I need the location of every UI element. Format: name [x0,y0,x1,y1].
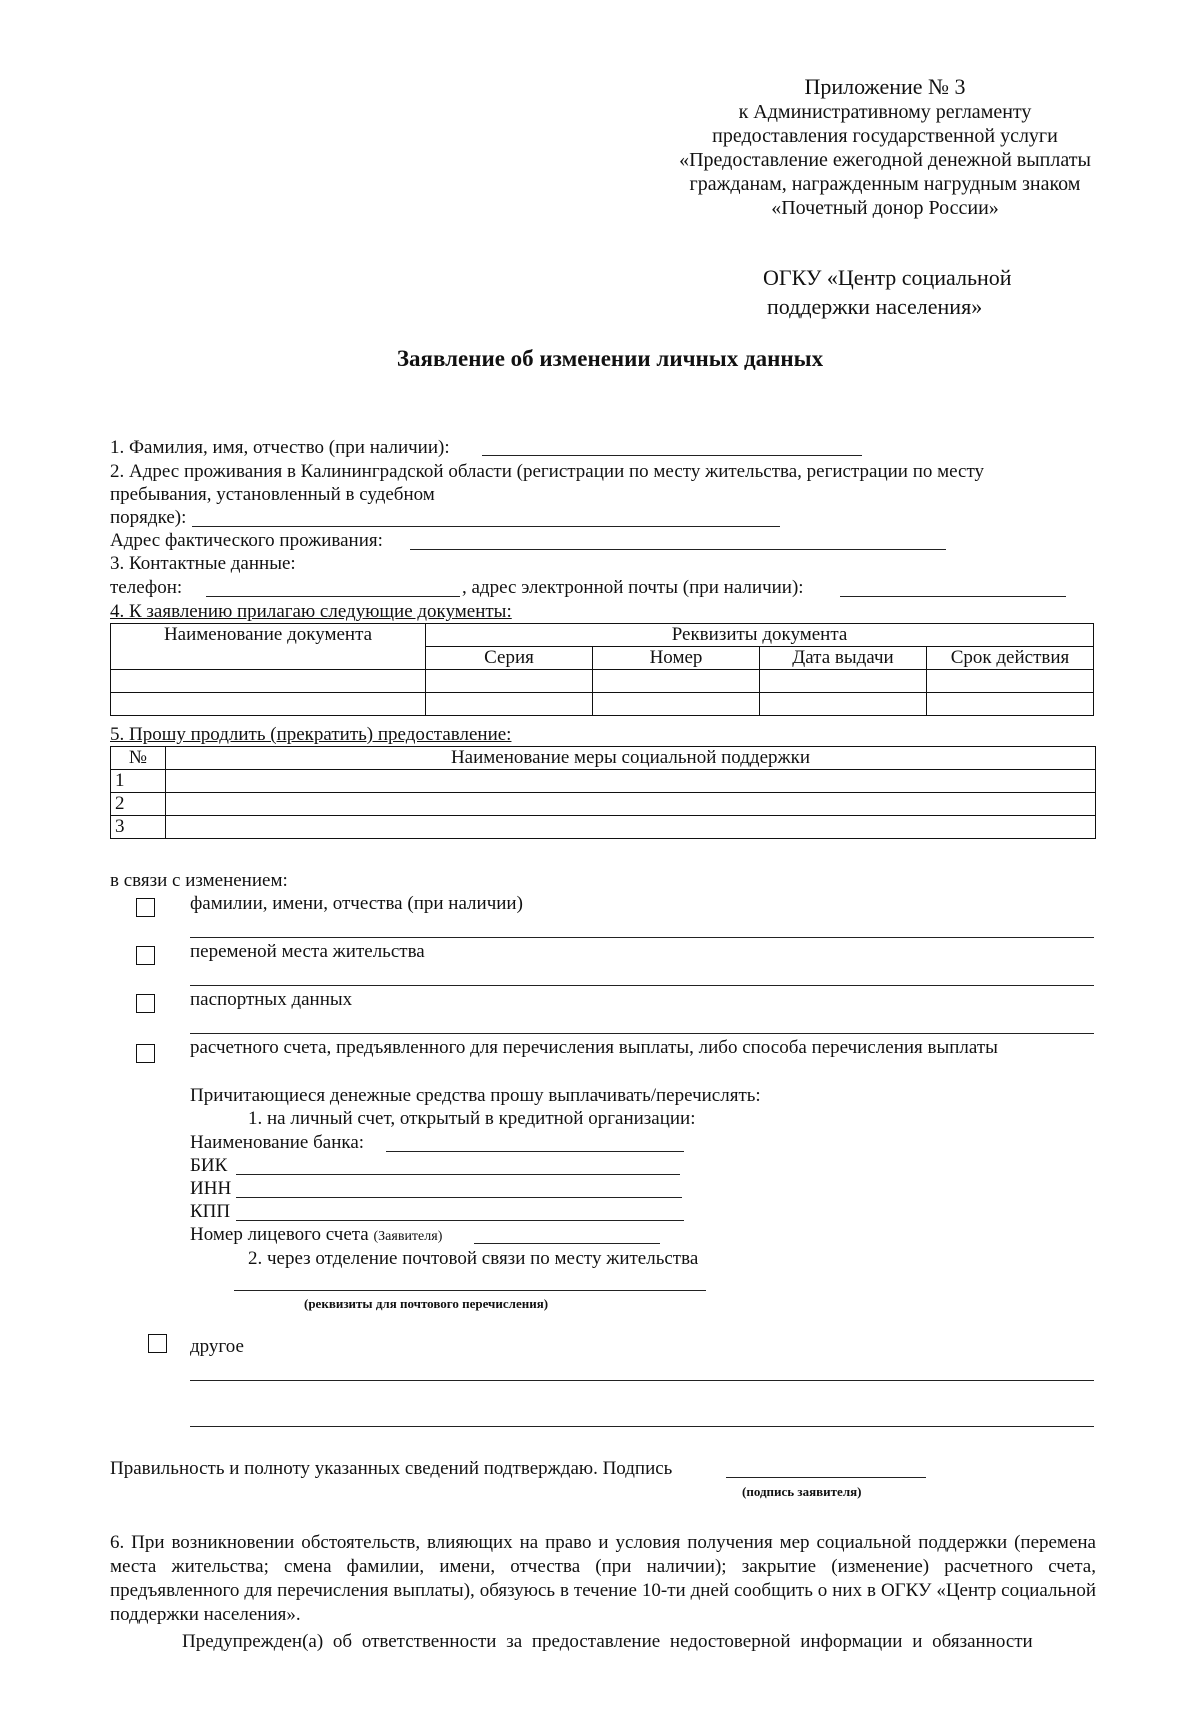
account-number-note: (Заявителя) [373,1229,443,1244]
warning-paragraph: Предупрежден(а) об ответственности за предоставление недостоверной информации и обязанности [182,1631,1033,1652]
payment-item-account: 1. на личный счет, открытый в кредитной организации: [248,1108,696,1129]
payment-item-postal: 2. через отделение почтовой связи по месту жительства [248,1248,699,1269]
signature-line[interactable] [726,1477,926,1478]
field-label-inn: ИНН [190,1178,232,1199]
measures-table [110,746,1096,839]
table-row [111,770,1096,793]
inn-input-line[interactable] [236,1197,682,1198]
addressee-line: ОГКУ «Центр социальной [763,265,1012,290]
checkbox-residence[interactable] [136,946,155,965]
documents-table [110,623,1094,716]
docs-col-issue-date: Дата выдачи [760,647,927,670]
field-label-bank: Наименование банка: [190,1132,365,1153]
postal-details-note: (реквизиты для почтового перечисления) [304,1296,549,1311]
appendix-line: к Административному регламенту [738,101,1032,123]
field-label-address-order: порядке): [110,507,187,528]
row-number: 2 [111,793,166,816]
payment-intro: Причитающиеся денежные средства прошу выплачивать/перечислять: [190,1085,761,1106]
field-label-bik: БИК [190,1155,228,1176]
actual-address-input-line[interactable] [410,549,946,550]
table-cell[interactable] [166,770,1096,793]
docs-col-series: Серия [426,647,593,670]
field-label-address: 2. Адрес проживания в Калининградской области (регистрации по месту жительства, регистрации по месту [110,461,985,482]
table-row [111,670,1094,693]
phone-input-line[interactable] [206,596,460,597]
field-label-kpp: КПП [190,1201,231,1222]
option-other-line-1[interactable] [190,1380,1094,1381]
table-cell[interactable] [927,670,1094,693]
signature-note: (подпись заявителя) [742,1484,862,1499]
checkbox-fio[interactable] [136,898,155,917]
option-fio-line[interactable] [190,937,1094,938]
row-number: 3 [111,816,166,839]
table-row [111,793,1096,816]
checkbox-account[interactable] [136,1044,155,1063]
table-cell[interactable] [111,670,426,693]
docs-col-number: Номер [593,647,760,670]
address-input-line[interactable] [192,526,780,527]
table-cell[interactable] [426,670,593,693]
table-cell[interactable] [111,693,426,716]
postal-details-line[interactable] [234,1290,706,1291]
table-cell[interactable] [426,693,593,716]
addressee-line: поддержки населения» [767,294,983,319]
table-cell[interactable] [927,693,1094,716]
docs-col-validity: Срок действия [927,647,1094,670]
addressee-block [763,263,1012,321]
option-residence-label: переменой места жительства [190,941,425,962]
appendix-line: «Почетный донор России» [771,197,999,219]
table-cell[interactable] [166,793,1096,816]
kpp-input-line[interactable] [236,1220,684,1221]
row-number: 1 [111,770,166,793]
table-cell[interactable] [760,693,927,716]
obligation-paragraph: 6. При возникновении обстоятельств, влияющих на право и условия получения мер социальной поддержки (перемена места жительства; смена фамилии, имени, отчества (при наличии); закрытие (изменение) расчетного счета, предъявленного для перечисления выплаты), обязуюсь в течение 10-ти дней сообщить о них в ОГКУ «Центр социальной поддержки населения». [110,1532,1096,1625]
appendix-block [600,73,1170,220]
option-residence-line[interactable] [190,985,1094,986]
field-label-account-number [190,1224,442,1248]
option-passport-line[interactable] [190,1033,1094,1034]
appendix-line: «Предоставление ежегодной денежной выплаты [679,149,1091,171]
appendix-line: гражданам, награжденным нагрудным знаком [689,173,1081,195]
field-label-contacts: 3. Контактные данные: [110,553,296,574]
option-other-label: другое [190,1336,244,1357]
fio-input-line[interactable] [482,455,862,456]
option-passport-label: паспортных данных [190,989,353,1010]
field-label-documents: 4. К заявлению прилагаю следующие документы: [110,601,512,622]
bik-input-line[interactable] [236,1174,680,1175]
page-title: Заявление об изменении личных данных [396,346,824,371]
table-row [111,816,1096,839]
measures-col-no: № [111,747,166,770]
option-other-line-2[interactable] [190,1426,1094,1427]
option-fio-label: фамилии, имени, отчества (при наличии) [190,893,523,914]
docs-col-group: Реквизиты документа [426,624,1094,647]
email-input-line[interactable] [840,596,1066,597]
account-number-label: Номер лицевого счета [190,1224,369,1245]
table-cell[interactable] [166,816,1096,839]
change-intro: в связи с изменением: [110,870,288,891]
measures-col-name: Наименование меры социальной поддержки [166,747,1096,770]
field-label-actual-address: Адрес фактического проживания: [110,530,383,551]
option-account-label: расчетного счета, предъявленного для перечисления выплаты, либо способа перечисления выплаты [190,1037,998,1058]
confirm-text: Правильность и полноту указанных сведений подтверждаю. Подпись [110,1458,673,1479]
appendix-line: предоставления государственной услуги [712,125,1058,147]
table-cell[interactable] [593,670,760,693]
account-number-input-line[interactable] [474,1243,660,1244]
bank-input-line[interactable] [386,1151,684,1152]
table-row [111,693,1094,716]
table-cell[interactable] [760,670,927,693]
checkbox-other[interactable] [148,1334,167,1353]
appendix-line: Приложение № 3 [804,74,966,99]
field-label-email: , адрес электронной почты (при наличии): [462,577,804,598]
table-cell[interactable] [593,693,760,716]
field-label-phone: телефон: [110,577,183,598]
field-label-address-cont: пребывания, установленный в судебном [110,484,435,505]
checkbox-passport[interactable] [136,994,155,1013]
field-label-extend: 5. Прошу продлить (прекратить) предоставление: [110,724,512,745]
field-label-fio: 1. Фамилия, имя, отчество (при наличии): [110,437,450,458]
docs-col-name: Наименование документа [111,624,426,670]
